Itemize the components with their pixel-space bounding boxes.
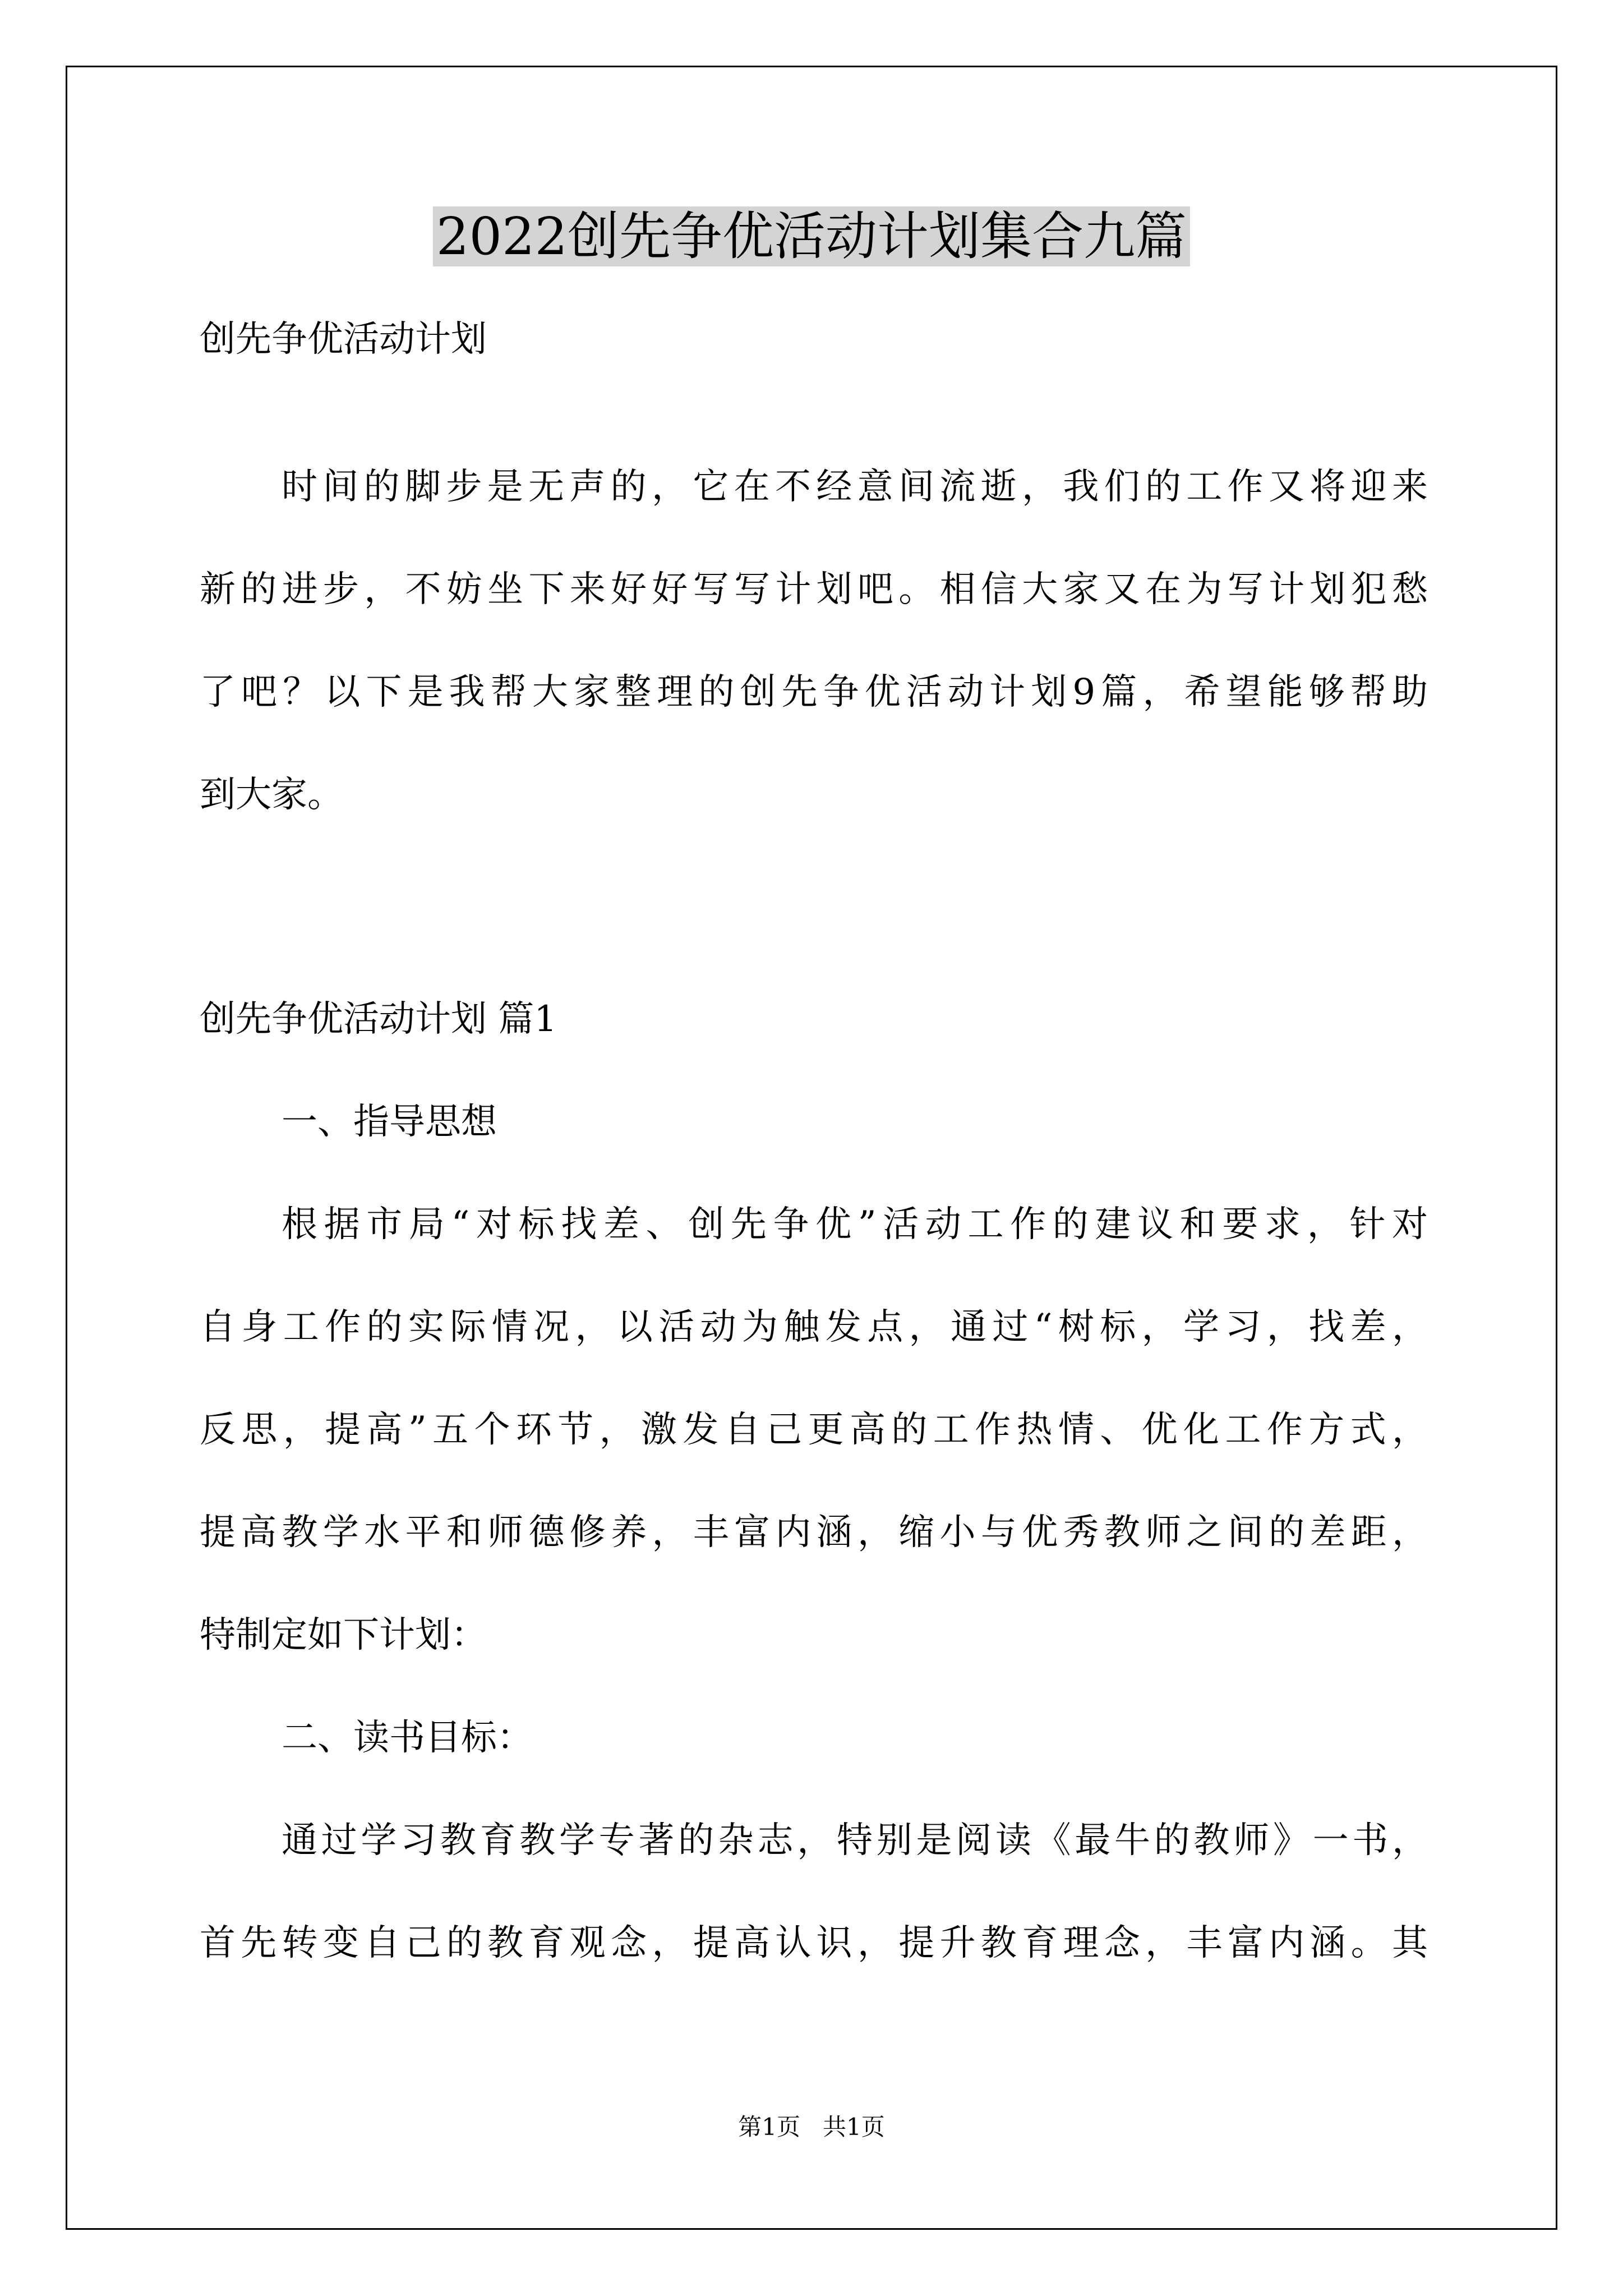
paragraph-line: 提高教学水平和师德修养，丰富内涵，缩小与优秀教师之间的差距， <box>200 1512 1428 1553</box>
document-title <box>0 197 1623 276</box>
paragraph-line: 根据市局“对标找差、创先争优”活动工作的建议和要求，针对 <box>282 1204 1428 1245</box>
document-title-text: 2022创先争优活动计划集合九篇 <box>433 206 1190 266</box>
section-heading: 创先争优活动计划 <box>200 319 487 360</box>
paragraph-line: 特制定如下计划： <box>200 1614 487 1656</box>
section-heading: 创先争优活动计划 篇1 <box>200 999 557 1040</box>
subheading: 二、读书目标： <box>282 1717 533 1759</box>
paragraph-line: 时间的脚步是无声的，它在不经意间流逝，我们的工作又将迎来 <box>282 466 1428 508</box>
paragraph-line: 通过学习教育教学专著的杂志，特别是阅读《最牛的教师》一书， <box>282 1820 1428 1861</box>
paragraph-line: 了吧？以下是我帮大家整理的创先争优活动计划9篇，希望能够帮助 <box>200 671 1428 713</box>
paragraph-line: 反思，提高”五个环节，激发自己更高的工作热情、优化工作方式， <box>200 1409 1428 1451</box>
paragraph-line: 首先转变自己的教育观念，提高认识，提升教育理念，丰富内涵。其 <box>200 1922 1428 1964</box>
page-border <box>66 66 1557 2230</box>
paragraph-line: 自身工作的实际情况，以活动为触发点，通过“树标，学习，找差， <box>200 1306 1428 1348</box>
paragraph-line: 到大家。 <box>200 774 343 816</box>
subheading: 一、指导思想 <box>282 1101 497 1143</box>
paragraph-line: 新的进步，不妨坐下来好好写写计划吧。相信大家又在为写计划犯愁 <box>200 569 1428 610</box>
page-footer: 第1页 共1页 <box>738 2113 885 2141</box>
